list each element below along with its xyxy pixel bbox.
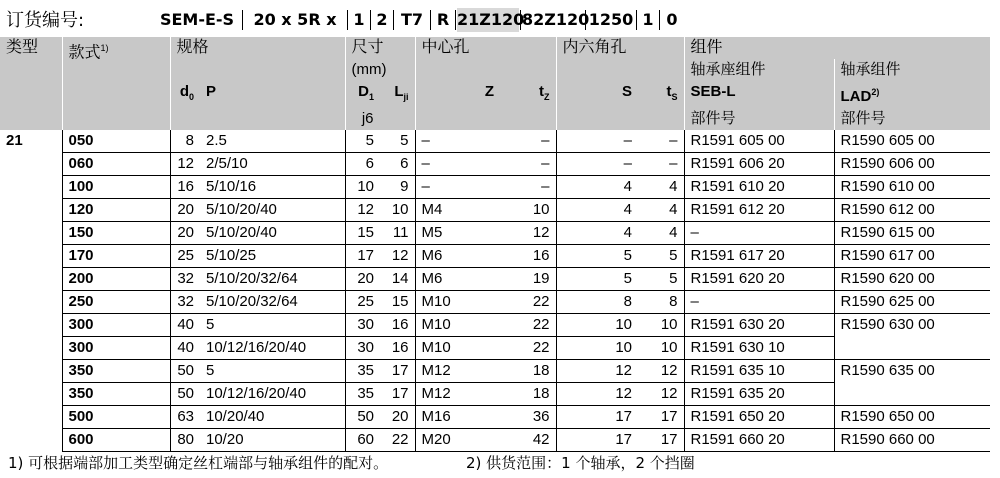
table-row — [0, 176, 990, 199]
lji-cell: 16 — [380, 337, 415, 360]
table-row — [0, 429, 990, 452]
divider — [242, 10, 243, 30]
lji-cell: 17 — [380, 360, 415, 383]
ts-cell: 17 — [638, 406, 684, 429]
d1-cell: 60 — [345, 429, 380, 452]
lji-cell: 12 — [380, 245, 415, 268]
tz-cell: 18 — [500, 383, 556, 406]
model-cell: 200 — [62, 268, 170, 291]
tz-cell: 22 — [500, 291, 556, 314]
z-cell: – — [415, 176, 500, 199]
p-cell: 10/20/40 — [200, 406, 345, 429]
header-model: 款式$^{1)}$ — [62, 37, 170, 130]
header-assembly: 组件 — [684, 37, 990, 59]
order-code-cell: SEM-E-S — [159, 10, 235, 29]
lji-cell: 14 — [380, 268, 415, 291]
d0-cell: 50 — [170, 360, 200, 383]
header-part-no: 部件号 — [684, 108, 834, 130]
seb-part-cell: R1591 650 20 — [684, 406, 834, 429]
header-hex-hole: 内六角孔 — [556, 37, 684, 59]
model-cell: 170 — [62, 245, 170, 268]
model-cell: 050 — [62, 130, 170, 153]
divider — [393, 10, 394, 30]
d0-cell: 25 — [170, 245, 200, 268]
s-cell: 12 — [556, 360, 638, 383]
seb-part-cell: R1591 610 20 — [684, 176, 834, 199]
z-cell: M10 — [415, 337, 500, 360]
ts-cell: 10 — [638, 337, 684, 360]
d1-cell: 35 — [345, 383, 380, 406]
p-cell: 5/10/20/40 — [200, 222, 345, 245]
lji-cell: 11 — [380, 222, 415, 245]
order-code-cell: T7 — [400, 10, 424, 29]
tz-cell: 36 — [500, 406, 556, 429]
d1-cell: 5 — [345, 130, 380, 153]
seb-part-cell: R1591 660 20 — [684, 429, 834, 452]
order-code-cell: 1 — [353, 10, 365, 29]
ts-cell: 12 — [638, 383, 684, 406]
ts-cell: – — [638, 130, 684, 153]
divider — [430, 10, 431, 30]
z-cell: M4 — [415, 199, 500, 222]
header-seb: SEB-L — [684, 81, 834, 108]
tz-cell: – — [500, 130, 556, 153]
tz-cell: 18 — [500, 360, 556, 383]
header-ts: $t_S$ — [638, 81, 684, 108]
lji-cell: 9 — [380, 176, 415, 199]
p-cell: 10/12/16/20/40 — [200, 383, 345, 406]
table-row — [0, 199, 990, 222]
lad-part-cell: R1590 635 00 — [834, 360, 990, 383]
seb-part-cell: R1591 617 20 — [684, 245, 834, 268]
d0-cell: 20 — [170, 199, 200, 222]
d1-cell: 50 — [345, 406, 380, 429]
s-cell: 5 — [556, 268, 638, 291]
d1-cell: 20 — [345, 268, 380, 291]
table-row — [0, 360, 990, 383]
spec-table — [0, 37, 990, 452]
s-cell: 8 — [556, 291, 638, 314]
header-lji: $L_{ji}$ — [380, 81, 415, 108]
tz-cell: 22 — [500, 337, 556, 360]
ts-cell: 12 — [638, 360, 684, 383]
ts-cell: 4 — [638, 176, 684, 199]
z-cell: M12 — [415, 360, 500, 383]
p-cell: 5/10/20/32/64 — [200, 291, 345, 314]
ts-cell: 5 — [638, 245, 684, 268]
s-cell: – — [556, 130, 638, 153]
s-cell: 17 — [556, 406, 638, 429]
d1-cell: 15 — [345, 222, 380, 245]
model-cell: 300 — [62, 314, 170, 337]
lji-cell: 5 — [380, 130, 415, 153]
model-cell: 500 — [62, 406, 170, 429]
order-code-cell: R — [436, 10, 450, 29]
footnote-2: 2) 供货范围：1 个轴承，2 个挡圈 — [466, 454, 695, 472]
divider — [659, 10, 660, 30]
z-cell: M12 — [415, 383, 500, 406]
order-code-cell: 2 — [376, 10, 388, 29]
d1-cell: 35 — [345, 360, 380, 383]
table-row — [0, 268, 990, 291]
tz-cell: – — [500, 176, 556, 199]
d1-cell: 12 — [345, 199, 380, 222]
table-row — [0, 153, 990, 176]
d0-cell: 32 — [170, 291, 200, 314]
lji-cell: 15 — [380, 291, 415, 314]
s-cell: 12 — [556, 383, 638, 406]
table-header — [0, 37, 990, 130]
tz-cell: – — [500, 153, 556, 176]
z-cell: M6 — [415, 245, 500, 268]
header-s: S — [556, 81, 638, 108]
tz-cell: 19 — [500, 268, 556, 291]
model-cell: 250 — [62, 291, 170, 314]
order-code-row — [0, 0, 1000, 36]
header-size-unit: (mm) — [345, 59, 415, 81]
z-cell: – — [415, 130, 500, 153]
lad-part-cell: R1590 660 00 — [834, 429, 990, 452]
header-z: Z — [415, 81, 500, 108]
header-spec: 规格 — [170, 37, 345, 59]
tz-cell: 16 — [500, 245, 556, 268]
s-cell: 10 — [556, 314, 638, 337]
lad-part-cell: R1590 606 00 — [834, 153, 990, 176]
model-cell: 350 — [62, 360, 170, 383]
lad-part-cell — [834, 383, 990, 406]
d0-cell: 16 — [170, 176, 200, 199]
p-cell: 5/10/16 — [200, 176, 345, 199]
seb-part-cell: R1591 630 10 — [684, 337, 834, 360]
seb-part-cell: R1591 606 20 — [684, 153, 834, 176]
d1-cell: 10 — [345, 176, 380, 199]
header-part-no: 部件号 — [834, 108, 990, 130]
ts-cell: 4 — [638, 222, 684, 245]
table-row — [0, 383, 990, 406]
p-cell: 5 — [200, 314, 345, 337]
table-row — [0, 130, 990, 153]
lji-cell: 20 — [380, 406, 415, 429]
s-cell: 5 — [556, 245, 638, 268]
ts-cell: 4 — [638, 199, 684, 222]
lad-part-cell: R1590 605 00 — [834, 130, 990, 153]
seb-part-cell: R1591 620 20 — [684, 268, 834, 291]
s-cell: 4 — [556, 222, 638, 245]
z-cell: M20 — [415, 429, 500, 452]
z-cell: M10 — [415, 291, 500, 314]
header-p: P — [200, 81, 345, 108]
seb-part-cell: R1591 630 20 — [684, 314, 834, 337]
seb-part-cell: – — [684, 291, 834, 314]
s-cell: 4 — [556, 176, 638, 199]
divider — [520, 10, 521, 30]
d0-cell: 20 — [170, 222, 200, 245]
divider — [585, 10, 586, 30]
table-row — [0, 406, 990, 429]
header-center-hole: 中心孔 — [415, 37, 556, 59]
header-lad: LAD$^{2)}$ — [834, 81, 990, 108]
lji-cell: 17 — [380, 383, 415, 406]
table-row — [0, 222, 990, 245]
table-row — [0, 314, 990, 337]
d0-cell: 40 — [170, 337, 200, 360]
model-cell: 120 — [62, 199, 170, 222]
p-cell: 5/10/20/32/64 — [200, 268, 345, 291]
p-cell: 10/20 — [200, 429, 345, 452]
header-d1: $D_1$ — [345, 81, 380, 108]
d0-cell: 8 — [170, 130, 200, 153]
p-cell: 5/10/25 — [200, 245, 345, 268]
d0-cell: 50 — [170, 383, 200, 406]
lad-part-cell: R1590 612 00 — [834, 199, 990, 222]
header-d0: $d_0$ — [170, 81, 200, 108]
s-cell: 10 — [556, 337, 638, 360]
model-cell: 100 — [62, 176, 170, 199]
lad-part-cell — [834, 337, 990, 360]
d1-cell: 25 — [345, 291, 380, 314]
p-cell: 5 — [200, 360, 345, 383]
header-size: 尺寸 — [345, 37, 415, 59]
lad-part-cell: R1590 615 00 — [834, 222, 990, 245]
z-cell: M16 — [415, 406, 500, 429]
s-cell: 4 — [556, 199, 638, 222]
order-code-cell: 0 — [666, 10, 678, 29]
order-code-cell-highlighted: 21Z120 — [457, 8, 519, 32]
z-cell: – — [415, 153, 500, 176]
d1-cell: 30 — [345, 337, 380, 360]
d0-cell: 63 — [170, 406, 200, 429]
table-row — [0, 291, 990, 314]
divider — [370, 10, 371, 30]
ts-cell: 10 — [638, 314, 684, 337]
table-body — [0, 130, 990, 452]
order-code-label: 订货编号: — [6, 10, 85, 31]
ts-cell: 8 — [638, 291, 684, 314]
seb-part-cell: R1591 605 00 — [684, 130, 834, 153]
lad-part-cell: R1590 620 00 — [834, 268, 990, 291]
divider — [455, 10, 456, 30]
table-row — [0, 245, 990, 268]
divider — [347, 10, 348, 30]
table-row — [0, 337, 990, 360]
type-cell: 21 — [6, 132, 23, 149]
seb-part-cell: R1591 635 10 — [684, 360, 834, 383]
header-tz: $t_Z$ — [500, 81, 556, 108]
s-cell: – — [556, 153, 638, 176]
seb-part-cell: – — [684, 222, 834, 245]
order-code-cell: 1 — [642, 10, 654, 29]
header-type: 类型 — [0, 37, 62, 130]
p-cell: 5/10/20/40 — [200, 199, 345, 222]
lji-cell: 22 — [380, 429, 415, 452]
model-cell: 350 — [62, 383, 170, 406]
d0-cell: 12 — [170, 153, 200, 176]
z-cell: M10 — [415, 314, 500, 337]
lad-part-cell: R1590 650 00 — [834, 406, 990, 429]
d0-cell: 40 — [170, 314, 200, 337]
ts-cell: 5 — [638, 268, 684, 291]
seb-part-cell: R1591 635 20 — [684, 383, 834, 406]
footnote-1: 1) 可根据端部加工类型确定丝杠端部与轴承组件的配对。 — [8, 454, 389, 472]
p-cell: 2/5/10 — [200, 153, 345, 176]
s-cell: 17 — [556, 429, 638, 452]
z-cell: M6 — [415, 268, 500, 291]
tz-cell: 42 — [500, 429, 556, 452]
p-cell: 2.5 — [200, 130, 345, 153]
order-code-cell: 1250 — [588, 10, 634, 29]
model-cell: 060 — [62, 153, 170, 176]
d1-cell: 17 — [345, 245, 380, 268]
tz-cell: 22 — [500, 314, 556, 337]
lad-part-cell: R1590 625 00 — [834, 291, 990, 314]
model-cell: 150 — [62, 222, 170, 245]
order-code-cell: 20 x 5R x — [253, 10, 337, 29]
d0-cell: 80 — [170, 429, 200, 452]
ts-cell: – — [638, 153, 684, 176]
d1-cell: 6 — [345, 153, 380, 176]
header-d1-tol: j6 — [345, 108, 415, 130]
lji-cell: 6 — [380, 153, 415, 176]
order-code-cell: 82Z120 — [522, 10, 590, 29]
model-cell: 300 — [62, 337, 170, 360]
lad-part-cell: R1590 610 00 — [834, 176, 990, 199]
seb-part-cell: R1591 612 20 — [684, 199, 834, 222]
divider — [636, 10, 637, 30]
header-bearing-asm: 轴承组件 — [834, 59, 990, 81]
p-cell: 10/12/16/20/40 — [200, 337, 345, 360]
d1-cell: 30 — [345, 314, 380, 337]
lji-cell: 16 — [380, 314, 415, 337]
tz-cell: 12 — [500, 222, 556, 245]
lad-part-cell: R1590 630 00 — [834, 314, 990, 337]
z-cell: M5 — [415, 222, 500, 245]
model-cell: 600 — [62, 429, 170, 452]
ts-cell: 17 — [638, 429, 684, 452]
d0-cell: 32 — [170, 268, 200, 291]
header-bearing-seat: 轴承座组件 — [684, 59, 834, 81]
lad-part-cell: R1590 617 00 — [834, 245, 990, 268]
tz-cell: 10 — [500, 199, 556, 222]
lji-cell: 10 — [380, 199, 415, 222]
